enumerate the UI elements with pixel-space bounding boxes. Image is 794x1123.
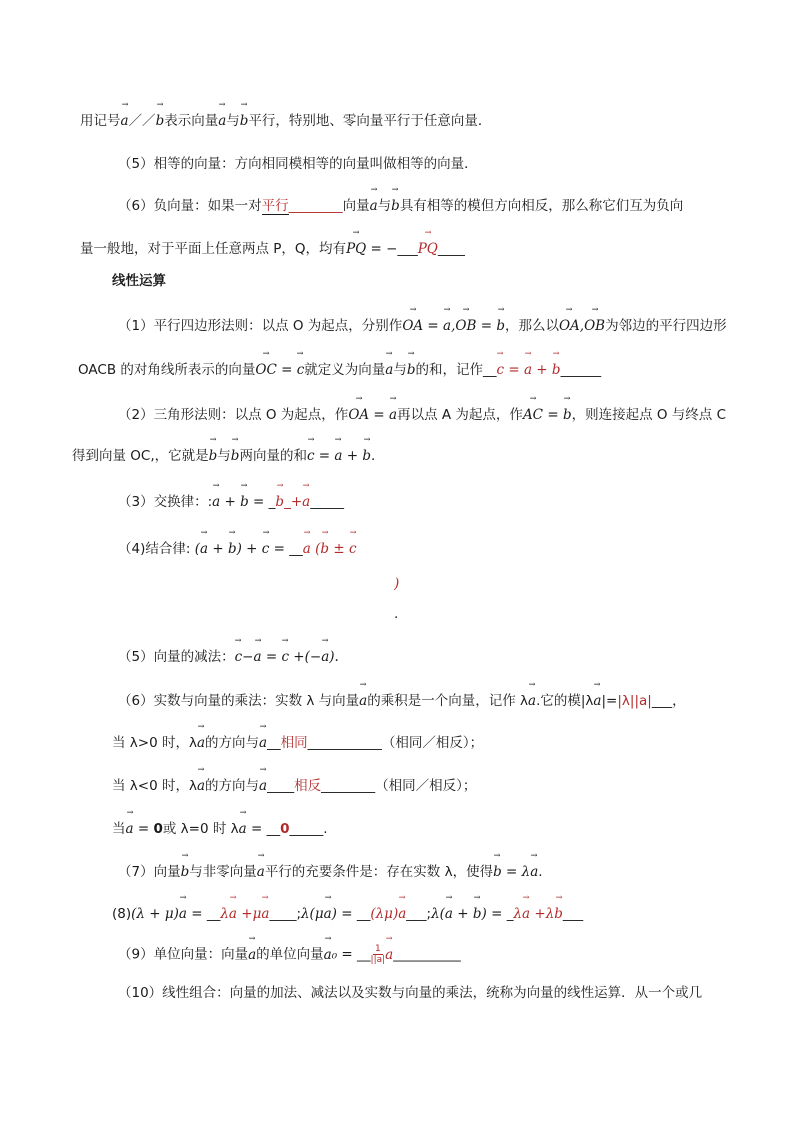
vector-symbol: → b (407, 361, 416, 379)
text-run: __________ (393, 946, 461, 963)
vector-symbol: → c (349, 540, 357, 558)
vector-symbol: → c (262, 540, 270, 558)
line-vector-subtraction (118, 648, 339, 666)
text-run: 就定义为向量 (304, 362, 386, 378)
math-operator: (λμ) (370, 906, 399, 922)
text-run: 再以点 A 为起点，作 (397, 407, 523, 423)
text-run: __ (357, 946, 371, 963)
math-operator: λ (513, 906, 523, 922)
vector-symbol: → a (385, 946, 393, 964)
vector-symbol: → b (552, 361, 561, 379)
fraction-numerator: 1 (374, 944, 381, 954)
text-run: __ (267, 735, 281, 751)
text-run: __ (206, 906, 221, 922)
vector-symbol: → b (231, 447, 240, 465)
text-run: 当 λ<0 时，λ (112, 778, 197, 794)
text-run: （3）交换律：: (118, 494, 213, 510)
line-parallelogram-rule (118, 317, 727, 335)
text-run: _____. (289, 821, 328, 837)
math-operator: = − (366, 241, 398, 257)
text-run: __ (356, 906, 371, 922)
vector-symbol: → a (524, 361, 532, 379)
text-run: 得到向量 OC,，它就是 (72, 448, 209, 464)
text-run: . (538, 864, 543, 880)
text-run: 0 (153, 821, 163, 837)
text-run: （5）向量的减法： (118, 649, 235, 665)
math-operator: = (261, 649, 282, 665)
vector-symbol: → a (261, 905, 269, 923)
text-run: 与 (393, 362, 407, 378)
answer-text: 平行 (261, 198, 289, 214)
text-run: _ (506, 906, 514, 922)
vector-symbol: → a (197, 777, 205, 795)
text-run: （5）相等的向量：方向相同模相等的向量叫做相等的向量． (118, 156, 478, 172)
text-run: 与非零向量 (189, 864, 257, 880)
line-linear-combination (118, 984, 702, 1002)
vector-symbol: → OB (584, 317, 605, 335)
text-run: （9）单位向量：向量 (118, 946, 249, 963)
vector-symbol: → a (445, 905, 453, 923)
text-run: 线性运算 (112, 273, 166, 289)
text-run: 用记号 (80, 113, 121, 129)
math-operator: + (208, 541, 228, 557)
vector-symbol: → a (385, 361, 393, 379)
vector-symbol: → c (297, 361, 305, 379)
math-operator: ₀ = (331, 946, 358, 963)
line-unit-vector (118, 944, 461, 965)
math-operator: = (476, 318, 497, 334)
line-associative-law-dot (394, 605, 398, 623)
text-run: . (371, 448, 376, 464)
math-operator: + (220, 494, 241, 510)
text-run: ___ (562, 906, 584, 922)
math-operator: ) + (236, 541, 262, 557)
text-run: _ (284, 494, 291, 510)
text-run: _____ (310, 494, 344, 510)
vector-symbol: → OA (402, 317, 423, 335)
math-operator: = λ (501, 864, 531, 880)
vector-symbol: → a (239, 820, 247, 838)
vector-symbol: → a (522, 905, 530, 923)
line-associative-law (118, 540, 357, 558)
math-operator: λ (220, 906, 229, 922)
text-run: 的和，记作__ (415, 362, 497, 378)
vector-symbol: → b (473, 905, 482, 923)
text-run: （10）线性组合：向量的加法、减法以及实数与向量的乘法，统称为向量的线性运算．从一个或几 (118, 985, 703, 1001)
text-run: __ (266, 821, 281, 837)
math-operator: + (290, 494, 303, 510)
math-operator: = (133, 821, 154, 837)
vector-symbol: → c (235, 648, 243, 666)
text-run: 或 λ=0 时 λ (162, 821, 239, 837)
text-run: (8) (112, 906, 132, 922)
text-run: ，则连接起点 O 与终点 C (571, 407, 727, 423)
text-run: |λ||a| (617, 693, 652, 709)
text-run: 平行的充要条件是：存在实数 λ，使得 (264, 864, 494, 880)
vector-symbol: → a (259, 734, 267, 752)
math-operator: , (579, 318, 585, 334)
math-operator: + (532, 362, 552, 378)
vector-symbol: → b (156, 112, 165, 130)
text-run: .它的模|λ (536, 693, 594, 709)
vector-symbol: → a (200, 540, 208, 558)
vector-symbol: → c (307, 447, 315, 465)
vector-symbol: → a (257, 863, 265, 881)
vector-symbol: → a (253, 648, 261, 666)
text-run: （6）实数与向量的乘法：实数 λ 与向量 (118, 693, 360, 709)
vector-symbol: → a (593, 692, 601, 710)
math-operator: +λ (530, 906, 555, 922)
math-operator: = (248, 494, 269, 510)
vector-symbol: → a (528, 692, 536, 710)
answer-blank (262, 198, 343, 214)
line-negative-vectors (118, 197, 683, 215)
line-commutative-law (118, 493, 344, 511)
math-operator: = (314, 448, 335, 464)
vector-symbol: → a (259, 777, 267, 795)
vector-symbol: → AC (523, 406, 543, 424)
vector-symbol: → c (496, 361, 504, 379)
math-operator: ( (194, 541, 200, 557)
line-equal-vectors (118, 155, 478, 173)
math-operator: = (543, 407, 563, 423)
math-operator: λ( (431, 906, 445, 922)
vector-symbol: → a (334, 447, 342, 465)
text-run: 相同 (280, 735, 308, 751)
text-run: ／／ (128, 113, 156, 129)
math-operator: = (504, 362, 524, 378)
text-run: （7）向量 (118, 864, 181, 880)
vector-symbol: → b (181, 863, 190, 881)
line-parallel-notation (80, 112, 491, 130)
math-operator: = (269, 541, 290, 557)
math-operator: − (242, 649, 254, 665)
text-run: 0 (280, 821, 290, 837)
text-run: ____; (269, 906, 301, 922)
line-negative-vectors-cont (80, 240, 465, 258)
text-run: ______ (560, 362, 602, 378)
text-run: ___________（相同／相反）； (307, 735, 484, 751)
vector-symbol: → b (563, 406, 572, 424)
text-run: 的方向与 (205, 778, 260, 794)
text-run: ____ (267, 778, 295, 794)
text-run: （4)结合律: (118, 541, 195, 557)
vector-symbol: → a (389, 406, 397, 424)
text-run: . (394, 606, 399, 622)
math-operator: = (423, 318, 444, 334)
math-operator: ± (329, 541, 349, 557)
math-operator: = (246, 821, 267, 837)
vector-symbol: → a (248, 946, 256, 964)
text-run: ___; (406, 906, 432, 922)
vector-symbol: → b (209, 447, 218, 465)
line-zero-case (112, 820, 328, 838)
math-operator: (λ + μ) (131, 906, 179, 922)
text-run: （2）三角形法则：以点 O 为起点，作 (118, 407, 349, 423)
text-run: 的方向与 (205, 735, 260, 751)
text-run: |= (601, 693, 618, 709)
text-run: 表示向量 (164, 113, 219, 129)
text-run: 两向量的和 (239, 448, 307, 464)
vector-symbol: → b (320, 540, 329, 558)
vector-symbol: → a (218, 112, 226, 130)
math-operator: ) = (331, 906, 357, 922)
vector-symbol: → OA (348, 406, 369, 424)
vector-symbol: → b (496, 317, 505, 335)
vector-symbol: → b (391, 197, 400, 215)
math-operator: + (452, 906, 473, 922)
vector-symbol: → a (370, 197, 378, 215)
vector-symbol: → a (197, 734, 205, 752)
section-heading-linear-operations (112, 272, 166, 290)
vector-symbol: → b (240, 493, 249, 511)
vector-symbol: → a (359, 692, 367, 710)
vector-symbol: → a (179, 905, 187, 923)
math-operator: , (451, 318, 456, 334)
vector-symbol: → OC (255, 361, 276, 379)
text-run: 为邻边的平行四边形 (605, 318, 727, 334)
vector-symbol: → a (121, 112, 129, 130)
vector-symbol: → OA (559, 317, 580, 335)
vector-symbol: → PQ (418, 240, 438, 258)
text-run: （6）负向量：如果一对 (118, 198, 262, 214)
vector-symbol: → a (443, 317, 451, 335)
math-operator: = (276, 362, 297, 378)
line-parallelogram-rule-cont (78, 361, 601, 379)
text-run: ___， (651, 693, 686, 709)
math-operator: ) (394, 576, 400, 592)
text-run: __ (289, 541, 303, 557)
vector-symbol: → a (530, 863, 538, 881)
vector-symbol: → a (324, 905, 332, 923)
math-operator: = (369, 407, 390, 423)
vector-symbol: → b (362, 447, 371, 465)
vector-symbol: → b (240, 112, 249, 130)
text-run: 当 (112, 821, 126, 837)
text-run: 向量 (342, 198, 370, 214)
text-run: ___ (397, 241, 418, 257)
vector-symbol: → a (302, 493, 310, 511)
math-operator: +(− (289, 649, 322, 665)
text-run: 与 (377, 198, 392, 214)
vector-symbol: → OB (455, 317, 476, 335)
text-run: OACB 的对角线所表示的向量 (78, 362, 256, 378)
vector-symbol: → a (126, 820, 134, 838)
text-run: _ (268, 494, 276, 510)
text-run: 平行，特别地、零向量平行于任意向量． (248, 113, 492, 129)
fraction-denominator: ||a| (370, 955, 386, 965)
math-operator: ( (310, 541, 321, 557)
line-triangle-rule (118, 406, 726, 424)
vector-symbol: → a (321, 648, 329, 666)
text-run: ____ (437, 241, 465, 257)
vector-symbol: → a (324, 946, 332, 964)
vector-symbol: → b (493, 863, 502, 881)
line-triangle-rule-cont (72, 447, 375, 465)
line-parallel-condition (118, 863, 543, 881)
fraction (371, 944, 386, 965)
text-run: 当 λ>0 时，λ (112, 735, 197, 751)
math-operator: = (186, 906, 207, 922)
vector-symbol: → b (228, 540, 237, 558)
text-run: 具有相等的模但方向相反，那么称它们互为负向 (399, 198, 684, 214)
text-run: 量一般地，对于平面上任意两点 P，Q，均有 (80, 241, 347, 257)
vector-symbol: → PQ (346, 240, 366, 258)
text-run: ________（相同／相反）； (321, 778, 477, 794)
text-run: 与 (226, 113, 240, 129)
line-lambda-positive (112, 734, 483, 752)
vector-symbol: → a (212, 493, 220, 511)
line-lambda-negative (112, 777, 476, 795)
line-associative-law-paren (394, 575, 399, 593)
math-operator: λ(μ (301, 906, 324, 922)
text-run: ，那么以 (504, 318, 559, 334)
text-run: 相反 (294, 778, 322, 794)
text-run: 的单位向量 (256, 946, 324, 963)
math-operator: ). (329, 649, 339, 665)
math-operator: ) = (481, 906, 507, 922)
text-run: 与 (217, 448, 231, 464)
math-operator: + (342, 448, 363, 464)
vector-symbol: → c (281, 648, 289, 666)
math-operator: +μ (236, 906, 262, 922)
line-scalar-multiplication (118, 692, 686, 710)
text-run: （1）平行四边形法则：以点 O 为起点，分别作 (118, 318, 403, 334)
vector-symbol: → b (554, 905, 563, 923)
vector-symbol: → a (303, 540, 311, 558)
text-run: 的乘积是一个向量，记作 λ (367, 693, 529, 709)
line-distributive-laws (112, 905, 583, 923)
vector-symbol: → a (229, 905, 237, 923)
vector-symbol: → b (275, 493, 284, 511)
vector-symbol: → a (398, 905, 406, 923)
blank-underline: ________ (288, 198, 343, 214)
